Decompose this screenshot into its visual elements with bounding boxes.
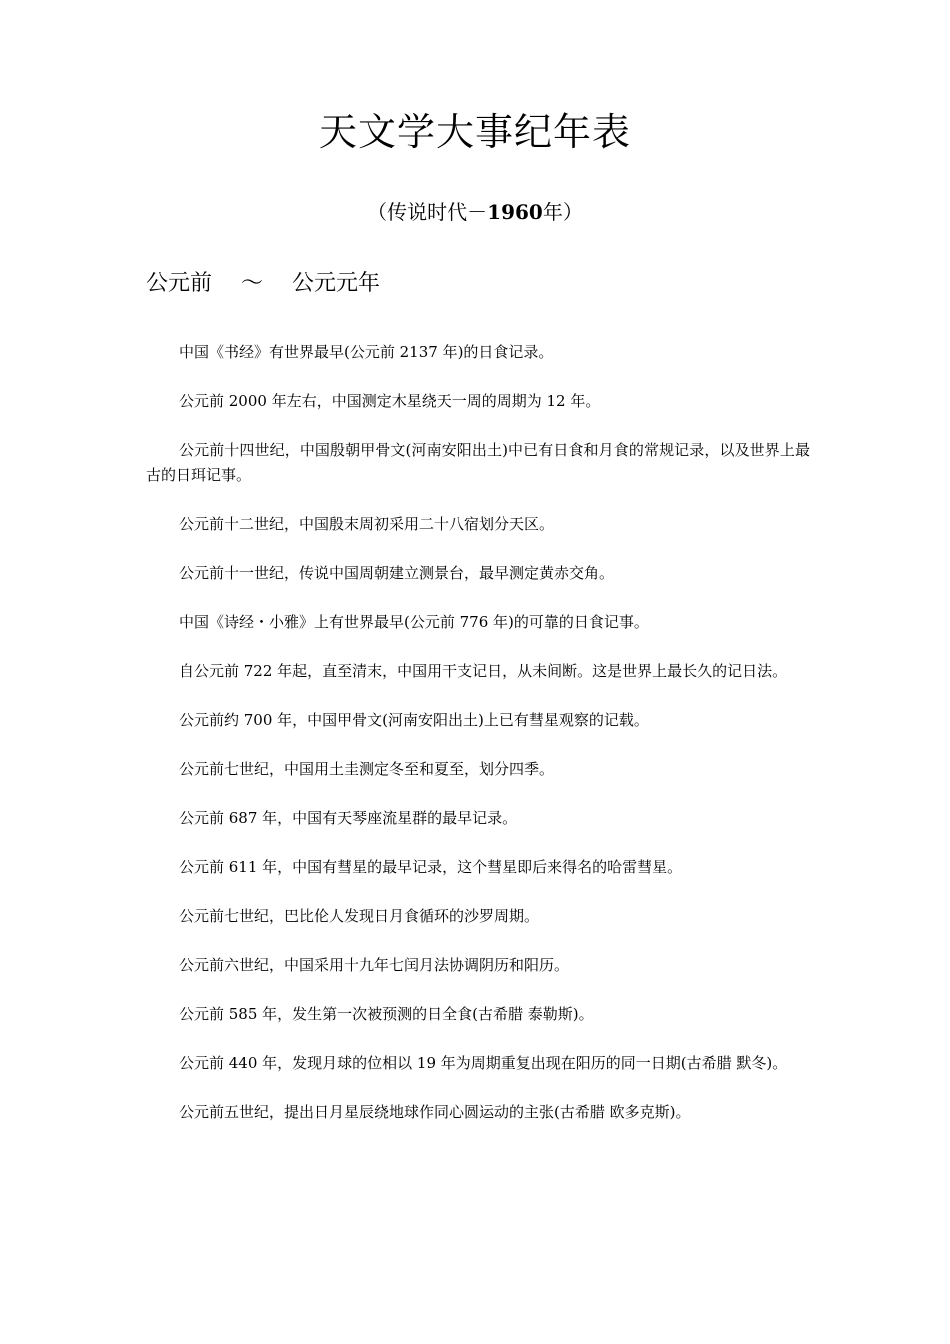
chronology-entry: 公元前十二世纪，中国殷末周初采用二十八宿划分天区。 bbox=[179, 515, 555, 533]
chronology-entry: 公元前七世纪，中国用土圭测定冬至和夏至，划分四季。 bbox=[179, 760, 555, 778]
section-heading: 公元前 ～ 公元元年 bbox=[146, 271, 380, 296]
chronology-list bbox=[146, 340, 810, 1149]
chronology-entry: 公元前五世纪，提出日月星辰绕地球作同心圆运动的主张(古希腊 欧多克斯)。 bbox=[179, 1103, 691, 1121]
subtitle-open: （传说时代－ bbox=[367, 200, 488, 224]
chronology-entry: 公元前 687 年，中国有天琴座流星群的最早记录。 bbox=[179, 809, 518, 827]
chronology-entry: 公元前十四世纪，中国殷朝甲骨文(河南安阳出土)中已有日食和月食的常规记录，以及世界上最古的日珥记事。 bbox=[146, 441, 810, 484]
chronology-entry: 公元前六世纪，中国采用十九年七闰月法协调阴历和阳历。 bbox=[179, 956, 570, 974]
chronology-entry: 中国《书经》有世界最早(公元前 2137 年)的日食记录。 bbox=[179, 343, 554, 361]
chronology-entry: 自公元前 722 年起，直至清末，中国用干支记日，从未间断。这是世界上最长久的记日法。 bbox=[179, 662, 788, 680]
chronology-entry: 公元前 440 年，发现月球的位相以 19 年为周期重复出现在阳历的同一日期(古希腊 默冬)。 bbox=[179, 1054, 788, 1072]
chronology-entry: 公元前约 700 年，中国甲骨文(河南安阳出土)上已有彗星观察的记载。 bbox=[179, 711, 649, 729]
page-title: 天文学大事纪年表 bbox=[318, 110, 631, 154]
chronology-entry: 公元前 611 年，中国有彗星的最早记录，这个彗星即后来得名的哈雷彗星。 bbox=[179, 858, 683, 876]
page-subtitle bbox=[0, 198, 950, 226]
chronology-entry: 公元前 2000 年左右，中国测定木星绕天一周的周期为 12 年。 bbox=[179, 392, 601, 410]
chronology-entry: 中国《诗经・小雅》上有世界最早(公元前 776 年)的可靠的日食记事。 bbox=[179, 613, 649, 631]
subtitle-close: 年） bbox=[542, 200, 583, 224]
chronology-entry: 公元前七世纪，巴比伦人发现日月食循环的沙罗周期。 bbox=[179, 907, 540, 925]
chronology-entry: 公元前十一世纪，传说中国周朝建立测景台，最早测定黄赤交角。 bbox=[179, 564, 615, 582]
subtitle-year: 1960 bbox=[487, 200, 543, 224]
chronology-entry: 公元前 585 年，发生第一次被预测的日全食(古希腊 泰勒斯)。 bbox=[179, 1005, 594, 1023]
